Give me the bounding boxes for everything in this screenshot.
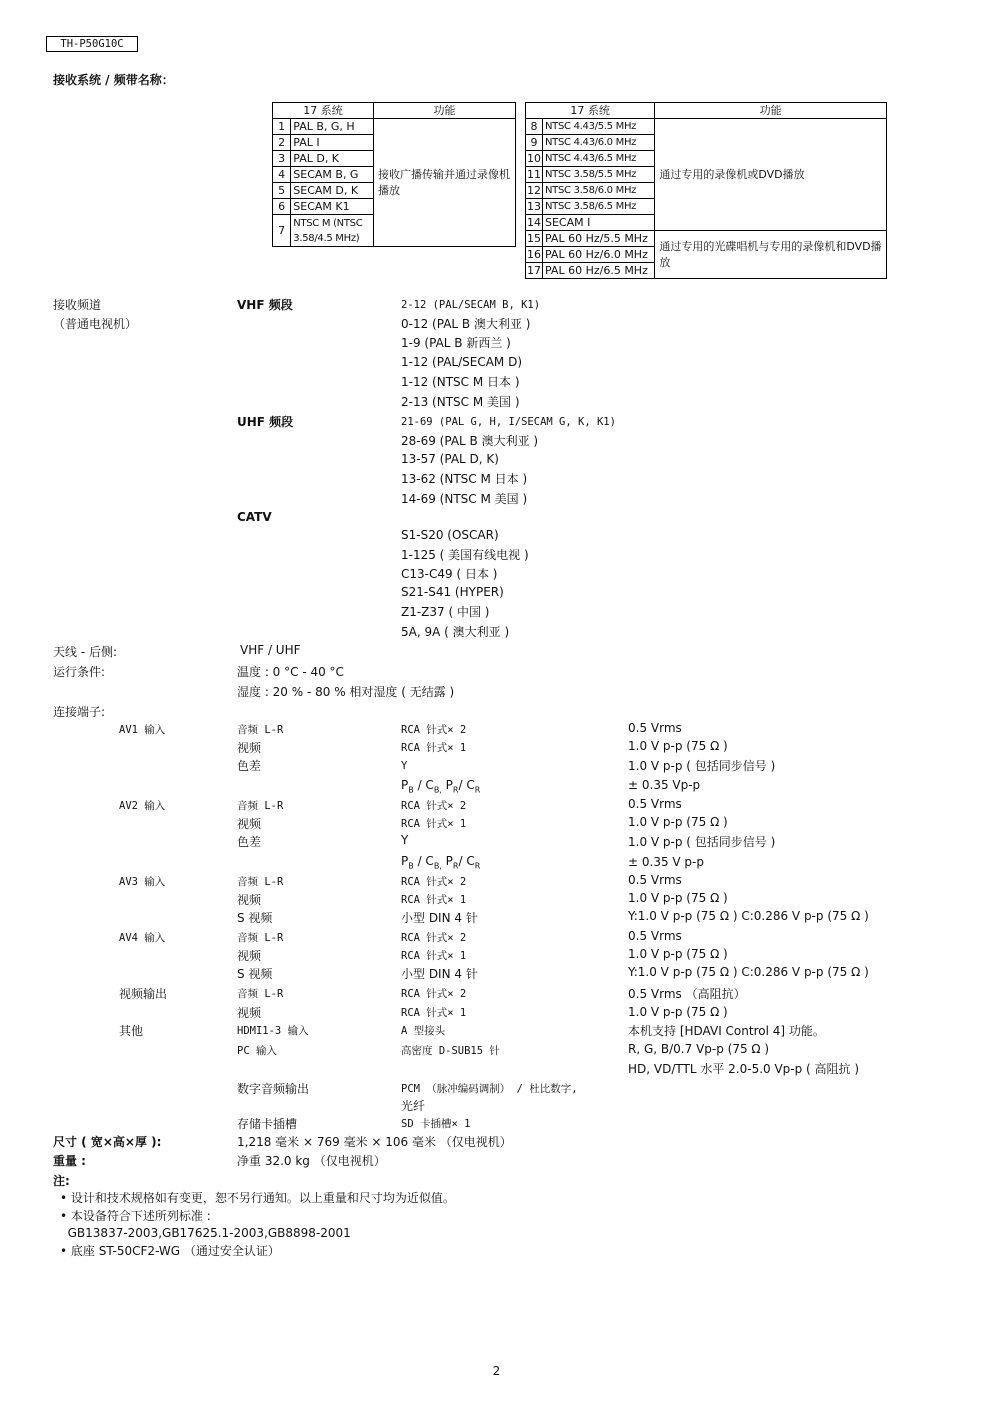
terminal-spec: Y:1.0 V p-p (75 Ω ) C:0.286 V p-p (75 Ω )	[628, 965, 869, 979]
terminal-connector: RCA 针式× 2	[401, 988, 467, 1000]
weight-value: 净重 32.0 kg （仅电视机）	[237, 1154, 386, 1168]
av2-label: AV2 输入	[119, 800, 166, 812]
terminal-connector: 小型 DIN 4 针	[401, 911, 478, 925]
terminal-connector: 小型 DIN 4 针	[401, 967, 478, 981]
reception-sublabel: （普通电视机）	[53, 317, 138, 331]
uhf-channel: 21-69 (PAL G, H, I/SECAM G, K, K1)	[401, 416, 616, 428]
operating-label: 运行条件:	[53, 665, 106, 679]
terminal-type: 视频	[237, 949, 262, 963]
system-name: NTSC 4.43/5.5 MHz	[543, 119, 655, 135]
reception-systems-heading: 接收系统 / 频带名称：	[53, 73, 174, 87]
vhf-label: VHF 频段	[237, 298, 293, 312]
terminal-connector: RCA 针式× 1	[401, 950, 467, 962]
terminal-connector: SD 卡插槽× 1	[401, 1118, 471, 1130]
vhf-channel: 1-12 (PAL/SECAM D)	[401, 355, 523, 369]
antenna-label: 天线 - 后侧:	[53, 645, 118, 659]
system-number: 2	[273, 135, 291, 151]
terminal-type: 视频	[237, 741, 262, 755]
component-connector-av2: $P_B / C_{B,}$ $P_R/$ $C_R$	[401, 854, 481, 871]
catv-channel: 5A, 9A ( 澳大利亚 )	[401, 625, 510, 639]
system-number: 5	[273, 183, 291, 199]
reception-label: 接收频道	[53, 298, 102, 312]
terminal-spec: 1.0 V p-p (75 Ω )	[628, 947, 728, 961]
system-name: NTSC 3.58/5.5 MHz	[543, 167, 655, 183]
system-name: NTSC 4.43/6.0 MHz	[543, 135, 655, 151]
terminal-spec: 1.0 V p-p (75 Ω )	[628, 891, 728, 905]
terminal-spec: 0.5 Vrms	[628, 721, 682, 735]
system-name: NTSC 3.58/6.5 MHz	[543, 199, 655, 215]
terminal-type: 视频	[237, 893, 262, 907]
systems-table-right	[525, 102, 887, 279]
vhf-channel: 2-13 (NTSC M 美国 )	[401, 395, 520, 409]
system-number: 12	[527, 184, 541, 197]
system-number: 1	[273, 119, 291, 135]
catv-channel: Z1-Z37 ( 中国 )	[401, 605, 490, 619]
system-number: 14	[527, 216, 541, 229]
component-connector-av1: $P_B / C_{B,}$ $P_R/$ $C_R$	[401, 778, 481, 795]
av1-label: AV1 输入	[119, 724, 166, 736]
system-name: SECAM D, K	[291, 183, 374, 199]
system-number: 6	[273, 199, 291, 215]
terminal-connector: RCA 针式× 1	[401, 818, 467, 830]
note-item: • 底座 ST-50CF2-WG （通过安全认证）	[60, 1244, 280, 1258]
model-label: TH-P50G10C	[46, 36, 138, 52]
notes-label: 注:	[53, 1174, 70, 1188]
catv-channel: C13-C49 ( 日本 )	[401, 567, 498, 581]
system-name: PAL D, K	[291, 151, 374, 167]
terminal-spec: ± 0.35 Vp-p	[628, 778, 701, 792]
terminal-type: 存储卡插槽	[237, 1117, 298, 1131]
catv-channel: S21-S41 (HYPER)	[401, 585, 504, 599]
terminal-connector: 高密度 D-SUB15 针	[401, 1045, 500, 1057]
terminal-type: 数字音频输出	[237, 1082, 310, 1096]
terminal-spec: HD, VD/TTL 水平 2.0-5.0 Vp-p ( 高阻抗 )	[628, 1062, 860, 1076]
vhf-channel: 2-12 (PAL/SECAM B, K1)	[401, 299, 541, 311]
terminal-type: S 视频	[237, 911, 273, 925]
system-number: 8	[526, 119, 543, 135]
uhf-label: UHF 频段	[237, 415, 294, 429]
system-number: 17	[527, 264, 541, 277]
terminal-spec: ± 0.35 V p-p	[628, 855, 704, 869]
terminal-connector: Y	[401, 833, 409, 847]
catv-label: CATV	[237, 510, 272, 524]
system-name: PAL B, G, H	[291, 119, 374, 135]
table-header-system: 17 系统	[273, 103, 374, 119]
note-item: • 本设备符合下述所列标准 :	[60, 1209, 211, 1223]
terminal-connector: RCA 针式× 2	[401, 800, 467, 812]
terminal-type: 音频 L-R	[237, 876, 284, 888]
weight-label: 重量 :	[53, 1154, 86, 1168]
system-number: 7	[273, 215, 291, 247]
av3-label: AV3 输入	[119, 876, 166, 888]
system-name: NTSC 3.58/6.0 MHz	[543, 183, 655, 199]
uhf-channel: 28-69 (PAL B 澳大利亚 )	[401, 434, 539, 448]
av4-label: AV4 输入	[119, 932, 166, 944]
table-header-function: 功能	[374, 103, 516, 119]
terminal-spec: 0.5 Vrms （高阻抗）	[628, 987, 746, 1001]
terminal-connector: RCA 针式× 2	[401, 724, 467, 736]
catv-channel: 1-125 ( 美国有线电视 )	[401, 548, 529, 562]
terminal-connector: PCM （脉冲编码调制） / 杜比数字,	[401, 1083, 578, 1095]
system-number: 11	[527, 168, 541, 181]
terminal-connector: RCA 针式× 2	[401, 932, 467, 944]
terminal-type: 音频 L-R	[237, 800, 284, 812]
terminal-spec: Y:1.0 V p-p (75 Ω ) C:0.286 V p-p (75 Ω )	[628, 909, 869, 923]
system-function: 接收广播传输并通过录像机播放	[374, 119, 516, 247]
system-number: 4	[273, 167, 291, 183]
terminal-type: S 视频	[237, 967, 273, 981]
terminal-spec: 0.5 Vrms	[628, 797, 682, 811]
catv-channel: S1-S20 (OSCAR)	[401, 528, 499, 542]
video-out-label: 视频输出	[119, 987, 168, 1001]
uhf-channel: 14-69 (NTSC M 美国 )	[401, 492, 528, 506]
systems-table-left	[272, 102, 516, 247]
table-header-function: 功能	[655, 103, 887, 119]
terminal-spec: 1.0 V p-p (75 Ω )	[628, 815, 728, 829]
terminal-spec: 1.0 V p-p (75 Ω )	[628, 739, 728, 753]
other-label: 其他	[119, 1024, 144, 1038]
operating-temperature: 温度 : 0 °C - 40 °C	[237, 665, 344, 679]
system-name: SECAM K1	[291, 199, 374, 215]
terminal-spec: 1.0 V p-p ( 包括同步信号 )	[628, 835, 776, 849]
terminal-connector: RCA 针式× 1	[401, 894, 467, 906]
page-number: 2	[492, 1364, 501, 1378]
terminal-spec: 0.5 Vrms	[628, 929, 682, 943]
vhf-channel: 1-12 (NTSC M 日本 )	[401, 375, 520, 389]
terminal-connector: Y	[401, 760, 408, 772]
note-item: • 设计和技术规格如有变更，恕不另行通知。以上重量和尺寸均为近似值。	[60, 1191, 455, 1205]
system-number: 9	[526, 135, 543, 151]
system-number: 10	[527, 152, 541, 165]
terminal-type: 音频 L-R	[237, 724, 284, 736]
terminal-spec: 1.0 V p-p ( 包括同步信号 )	[628, 759, 776, 773]
terminal-type: PC 输入	[237, 1045, 277, 1057]
terminal-spec: 本机支持 [HDAVI Control 4] 功能。	[628, 1024, 825, 1038]
dimensions-value: 1,218 毫米 × 769 毫米 × 106 毫米 （仅电视机）	[237, 1135, 512, 1149]
terminal-connector: RCA 针式× 1	[401, 1007, 467, 1019]
vhf-channel: 0-12 (PAL B 澳大利亚 )	[401, 317, 531, 331]
terminal-connector: A 型接头	[401, 1025, 446, 1037]
system-number: 16	[527, 248, 541, 261]
terminal-connector: RCA 针式× 2	[401, 876, 467, 888]
system-number: 3	[273, 151, 291, 167]
terminal-spec: 1.0 V p-p (75 Ω )	[628, 1005, 728, 1019]
uhf-channel: 13-62 (NTSC M 日本 )	[401, 472, 528, 486]
antenna-value: VHF / UHF	[240, 643, 301, 657]
operating-humidity: 湿度 : 20 % - 80 % 相对湿度 ( 无结露 )	[237, 685, 455, 699]
terminal-connector: RCA 针式× 1	[401, 742, 467, 754]
system-name: PAL 60 Hz/5.5 MHz	[543, 231, 655, 247]
system-name: PAL 60 Hz/6.5 MHz	[543, 263, 655, 279]
system-name: PAL 60 Hz/6.0 MHz	[543, 247, 655, 263]
terminal-spec: 0.5 Vrms	[628, 873, 682, 887]
terminal-spec: R, G, B/0.7 Vp-p (75 Ω )	[628, 1042, 770, 1056]
system-name: SECAM B, G	[291, 167, 374, 183]
terminal-type: 色差	[237, 759, 262, 773]
terminal-type: HDMI1-3 输入	[237, 1025, 309, 1037]
terminals-label: 连接端子:	[53, 705, 106, 719]
terminal-type: 色差	[237, 835, 262, 849]
system-function: 通过专用的录像机或DVD播放	[655, 119, 887, 231]
vhf-channel: 1-9 (PAL B 新西兰 )	[401, 336, 511, 350]
terminal-type: 视频	[237, 817, 262, 831]
system-name: NTSC 4.43/6.5 MHz	[543, 151, 655, 167]
system-function: 通过专用的光碟唱机与专用的录像机和DVD播放	[655, 231, 887, 279]
system-number: 15	[527, 232, 541, 245]
system-name: NTSC M (NTSC 3.58/4.5 MHz)	[291, 215, 374, 247]
terminal-type: 视频	[237, 1006, 262, 1020]
note-item: GB13837-2003,GB17625.1-2003,GB8898-2001	[60, 1226, 351, 1240]
system-name: PAL I	[291, 135, 374, 151]
table-header-system: 17 系统	[526, 103, 655, 119]
system-name: SECAM I	[543, 215, 655, 231]
dimensions-label: 尺寸 ( 宽×高×厚 ):	[53, 1135, 162, 1149]
terminal-connector: 光纤	[401, 1099, 426, 1113]
terminal-type: 音频 L-R	[237, 932, 284, 944]
system-number: 13	[527, 200, 541, 213]
uhf-channel: 13-57 (PAL D, K)	[401, 452, 499, 466]
terminal-type: 音频 L-R	[237, 988, 284, 1000]
